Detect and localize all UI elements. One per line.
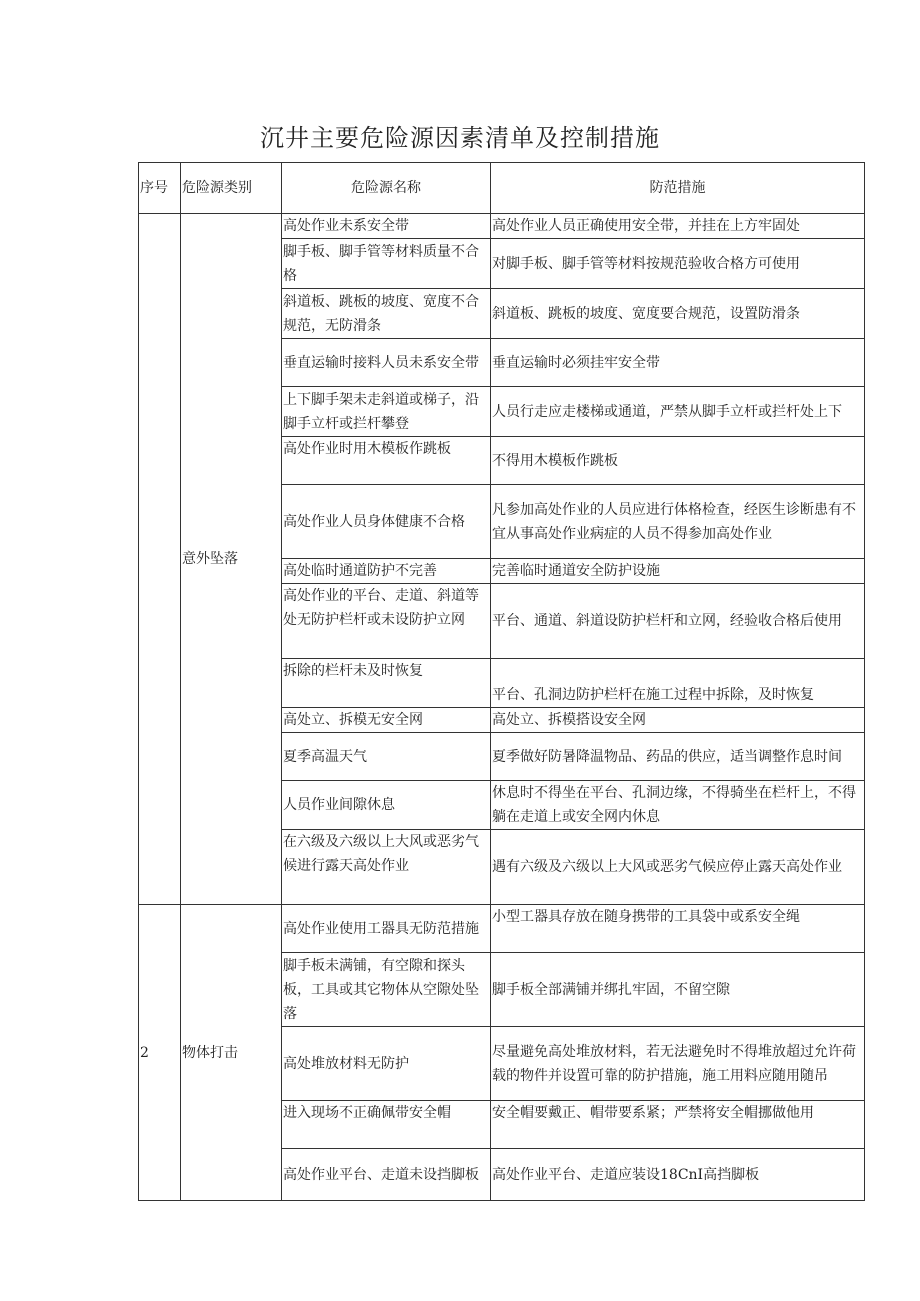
- measure-cell: 遇有六级及六级以上大风或恶劣气候应停止露天高处作业: [491, 830, 865, 905]
- measure-cell: 人员行走应走楼梯或通道，严禁从脚手立杆或拦杆处上下: [491, 387, 865, 437]
- table-row: [139, 214, 865, 239]
- measure-cell: 高处立、拆模搭设安全网: [491, 708, 865, 733]
- measure-cell: 凡参加高处作业的人员应进行体格检查，经医生诊断患有不宜从事高处作业病症的人员不得参加高处作业: [491, 485, 865, 559]
- header-measure: 防范措施: [491, 163, 865, 214]
- hazard-cell: 斜道板、跳板的坡度、宽度不合规范，无防滑条: [282, 289, 491, 339]
- measure-cell: 高处作业平台、走道应装设18CnI高挡脚板: [491, 1149, 865, 1201]
- hazard-cell: 高处立、拆模无安全网: [282, 708, 491, 733]
- hazard-cell: 进入现场不正确佩带安全帽: [282, 1101, 491, 1149]
- measure-cell: 不得用木模板作跳板: [491, 437, 865, 485]
- hazard-cell: 夏季高温天气: [282, 733, 491, 781]
- measure-cell: 平台、孔洞边防护栏杆在施工过程中拆除，及时恢复: [491, 659, 865, 708]
- seq-cell: 2: [139, 905, 181, 1201]
- measure-cell: 垂直运输时必须挂牢安全带: [491, 339, 865, 387]
- measure-cell: 对脚手板、脚手管等材料按规范验收合格方可使用: [491, 239, 865, 289]
- header-category: 危险源类别: [181, 163, 282, 214]
- hazard-cell: 高处作业未系安全带: [282, 214, 491, 239]
- hazard-cell: 高处作业时用木模板作跳板: [282, 437, 491, 485]
- measure-cell: 高处作业人员正确使用安全带，并挂在上方牢固处: [491, 214, 865, 239]
- measure-cell: 尽量避免高处堆放材料，若无法避免时不得堆放超过允许荷载的物件并设置可靠的防护措施，施工用料应随用随吊: [491, 1027, 865, 1101]
- seq-cell: [139, 214, 181, 905]
- measure-cell: 休息时不得坐在平台、孔洞边缘，不得骑坐在栏杆上，不得躺在走道上或安全网内休息: [491, 781, 865, 830]
- page-title: 沉井主要危险源因素清单及控制措施: [260, 124, 660, 152]
- hazard-cell: 垂直运输时接料人员未系安全带: [282, 339, 491, 387]
- hazard-cell: 高处作业的平台、走道、斜道等处无防护栏杆或未设防护立网: [282, 584, 491, 659]
- table-header-row: [139, 163, 865, 214]
- header-hazard: 危险源名称: [282, 163, 491, 214]
- table-row: [139, 905, 865, 953]
- measure-cell: 脚手板全部满铺并绑扎牢固，不留空隙: [491, 953, 865, 1027]
- hazard-cell: 高处临时通道防护不完善: [282, 559, 491, 584]
- measure-cell: 小型工器具存放在随身携带的工具袋中或系安全绳: [491, 905, 865, 953]
- hazard-cell: 上下脚手架未走斜道或梯子，沿脚手立杆或拦杆攀登: [282, 387, 491, 437]
- hazard-cell: 高处作业人员身体健康不合格: [282, 485, 491, 559]
- hazard-cell: 高处堆放材料无防护: [282, 1027, 491, 1101]
- measure-cell: 夏季做好防暑降温物品、药品的供应，适当调整作息时间: [491, 733, 865, 781]
- hazard-cell: 拆除的栏杆未及时恢复: [282, 659, 491, 708]
- measure-cell: 平台、通道、斜道设防护栏杆和立网，经验收合格后使用: [491, 584, 865, 659]
- measure-cell: 斜道板、跳板的坡度、宽度要合规范，设置防滑条: [491, 289, 865, 339]
- hazard-table: [138, 162, 865, 1201]
- measure-cell: 安全帽要戴正、帽带要系紧；严禁将安全帽挪做他用: [491, 1101, 865, 1149]
- category-cell: 意外坠落: [181, 214, 282, 905]
- hazard-cell: 在六级及六级以上大风或恶劣气候进行露天高处作业: [282, 830, 491, 905]
- hazard-cell: 高处作业平台、走道未设挡脚板: [282, 1149, 491, 1201]
- header-seq: 序号: [139, 163, 181, 214]
- hazard-cell: 高处作业使用工器具无防范措施: [282, 905, 491, 953]
- hazard-cell: 脚手板、脚手管等材料质量不合格: [282, 239, 491, 289]
- hazard-cell: 人员作业间隙休息: [282, 781, 491, 830]
- category-cell: 物体打击: [181, 905, 282, 1201]
- hazard-cell: 脚手板未满铺，有空隙和探头板，工具或其它物体从空隙处坠落: [282, 953, 491, 1027]
- measure-cell: 完善临时通道安全防护设施: [491, 559, 865, 584]
